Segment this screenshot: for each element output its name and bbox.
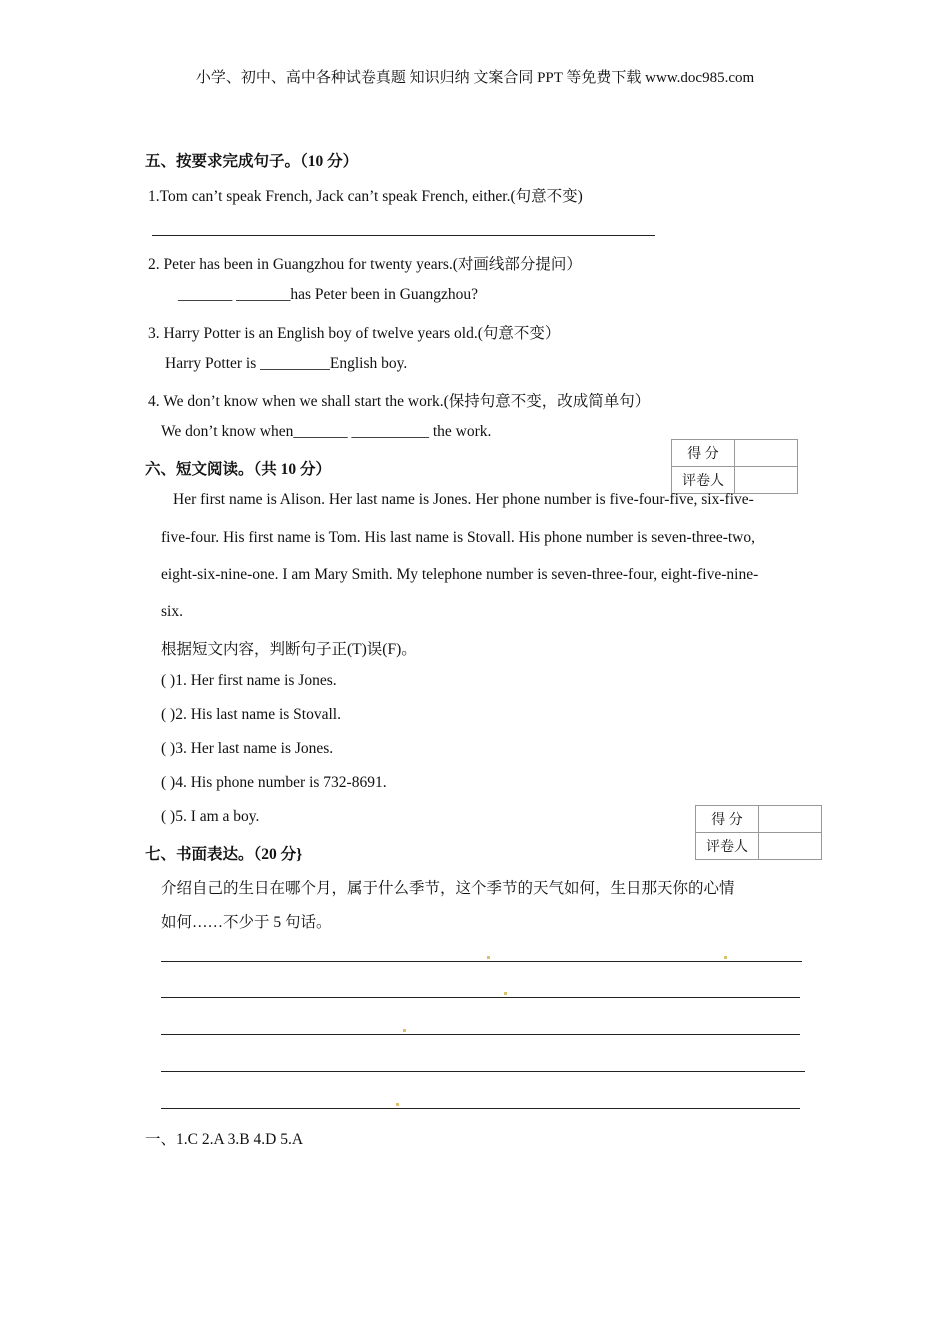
section5-q3: 3. Harry Potter is an English boy of twelve years old.(句意不变）: [148, 325, 561, 342]
section7-title: 七、书面表达。（20 分}: [145, 846, 303, 863]
section5-title: 五、按要求完成句子。（10 分）: [145, 153, 359, 170]
writing-line[interactable]: [161, 961, 802, 962]
grader-cell[interactable]: [759, 833, 822, 860]
score-label: 得 分: [696, 806, 759, 833]
score-cell[interactable]: [759, 806, 822, 833]
grader-cell[interactable]: [735, 467, 798, 494]
passage-line: five-four. His first name is Tom. His last name is Stovall. His phone number is seven-three-two,: [161, 529, 755, 546]
section7-prompt: 介绍自己的生日在哪个月，属于什么季节，这个季节的天气如何，生日那天你的心情: [161, 880, 735, 897]
section5-q4-answer: We don’t know when_______ __________ the work.: [161, 423, 492, 440]
speck: [724, 956, 727, 959]
section5-q1: 1.Tom can’t speak French, Jack can’t speak French, either.(句意不变): [148, 188, 583, 205]
writing-line[interactable]: [161, 1034, 800, 1035]
section5-q2-answer: _______ _______has Peter been in Guangzhou?: [178, 286, 479, 303]
writing-line[interactable]: [161, 1071, 805, 1072]
speck: [396, 1103, 399, 1106]
writing-line[interactable]: [161, 997, 800, 998]
section5-q2: 2. Peter has been in Guangzhou for twenty years.(对画线部分提问）: [148, 256, 582, 273]
answer-key: 一、1.C 2.A 3.B 4.D 5.A: [145, 1131, 304, 1148]
passage-line: Her first name is Alison. Her last name is Jones. Her phone number is five-four-five, six-five-: [173, 491, 754, 508]
tf-item: ( )3. Her last name is Jones.: [161, 740, 334, 757]
section7-prompt: 如何……不少于 5 句话。: [161, 914, 332, 931]
speck: [403, 1029, 406, 1032]
section5-q4: 4. We don’t know when we shall start the work.(保持句意不变，改成简单句）: [148, 393, 651, 410]
section5-q3-answer: Harry Potter is _________English boy.: [165, 355, 408, 372]
tf-item: ( )5. I am a boy.: [161, 808, 260, 825]
speck: [487, 956, 490, 959]
score-table: [695, 805, 822, 860]
section6-title: 六、短文阅读。（共 10 分）: [145, 461, 332, 478]
score-cell[interactable]: [735, 440, 798, 467]
tf-item: ( )1. Her first name is Jones.: [161, 672, 337, 689]
passage-line: six.: [161, 603, 183, 620]
tf-item: ( )4. His phone number is 732-8691.: [161, 774, 387, 791]
grader-label: 评卷人: [672, 467, 735, 494]
speck: [504, 992, 507, 995]
grader-label: 评卷人: [696, 833, 759, 860]
answer-line[interactable]: [152, 235, 655, 236]
page-header: 小学、初中、高中各种试卷真题 知识归纳 文案合同 PPT 等免费下载 www.doc985.com: [195, 70, 755, 86]
score-label: 得 分: [672, 440, 735, 467]
passage-line: eight-six-nine-one. I am Mary Smith. My telephone number is seven-three-four, eight-five-nine-: [161, 566, 759, 583]
section6-instruction: 根据短文内容，判断句子正(T)误(F)。: [161, 641, 417, 658]
score-table: [671, 439, 798, 494]
tf-item: ( )2. His last name is Stovall.: [161, 706, 341, 723]
writing-line[interactable]: [161, 1108, 800, 1109]
